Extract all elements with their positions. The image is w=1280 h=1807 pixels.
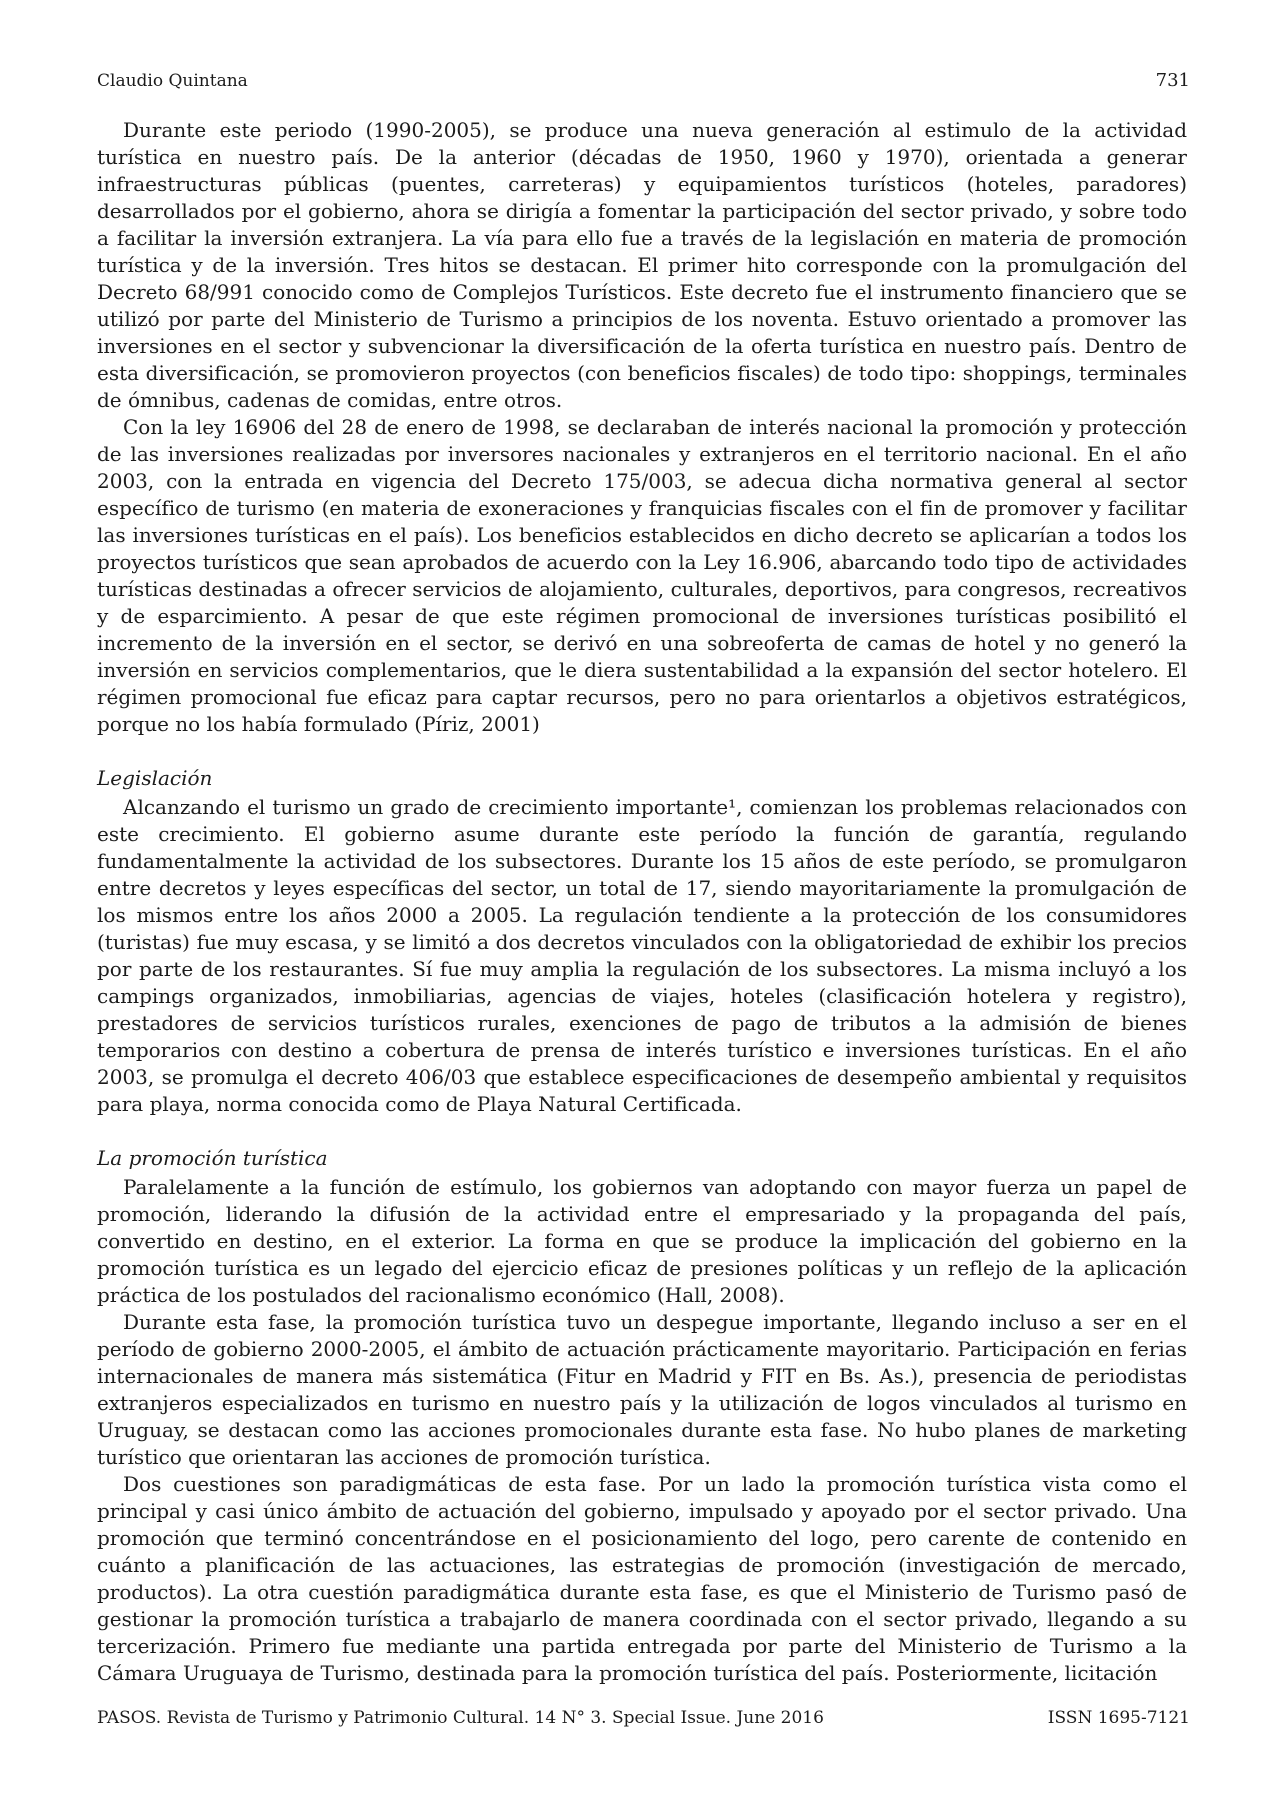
journal-citation: PASOS. Revista de Turismo y Patrimonio Cultural. 14 N° 3. Special Issue. June 2016 <box>97 1708 824 1728</box>
paragraph-legislacion: Alcanzando el turismo un grado de crecimiento importante¹, comienzan los problemas relacionados con este crecimiento. El gobierno asume durante este período la función de garantía, regulando fundamentalmente la actividad de los subsectores. Durante los 15 años de este período, se promulgaron entre decretos y leyes específicas del sector, un total de 17, siendo mayoritariamente la promulgación de los mismos entre los años 2000 a 2005. La regulación tendiente a la protección de los consumidores (turistas) fue muy escasa, y se limitó a dos decretos vinculados con la obligatoriedad de exhibir los precios por parte de los restaurantes. Sí fue muy amplia la regulación de los subsectores. La misma incluyó a los campings organizados, inmobiliarias, agencias de viajes, hoteles (clasificación hotelera y registro), prestadores de servicios turísticos rurales, exenciones de pago de tributos a la admisión de bienes temporarios con destino a cobertura de prensa de interés turístico e inversiones turísticas. En el año 2003, se promulga el decreto 406/03 que establece especificaciones de desempeño ambiental y requisitos para playa, norma conocida como de Playa Natural Certificada. <box>97 795 1187 1116</box>
section-heading-promocion-turistica: La promoción turística <box>97 1146 328 1170</box>
paragraph-ley-16906: Con la ley 16906 del 28 de enero de 1998, se declaraban de interés nacional la promoción y protección de las inversiones realizadas por inversores nacionales y extranjeros en el territorio nacional. En el año 2003, con la entrada en vigencia del Decreto 175/003, se adecua dicha normativa general al sector específico de turismo (en materia de exoneraciones y franquicias fiscales con el fin de promover y facilitar las inversiones turísticas en el país). Los beneficios establecidos en dicho decreto se aplicarían a todos los proyectos turísticos que sean aprobados de acuerdo con la Ley 16.906, abarcando todo tipo de actividades turísticas destinadas a ofrecer servicios de alojamiento, culturales, deportivos, para congresos, recreativos y de esparcimiento. A pesar de que este régimen promocional de inversiones turísticas posibilitó el incremento de la inversión en el sector, se derivó en una sobreoferta de camas de hotel y no generó la inversión en servicios complementarios, que le diera sustentabilidad a la expansión del sector hotelero. El régimen promocional fue eficaz para captar recursos, pero no para orientarlos a objetivos estratégicos, porque no los había formulado (Píriz, 2001) <box>97 415 1187 736</box>
article-body <box>97 117 1187 1687</box>
paragraph-promocion-despegue: Durante esta fase, la promoción turística tuvo un despegue importante, llegando incluso a ser en el período de gobierno 2000-2005, el ámbito de actuación prácticamente mayoritario. Participación en ferias internacionales de manera más sistemática (Fitur en Madrid y FIT en Bs. As.), presencia de periodistas extranjeros especializados en turismo en nuestro país y la utilización de logos vinculados al turismo en Uruguay, se destacan como las acciones promocionales durante esta fase. No hubo planes de marketing turístico que orientaran las acciones de promoción turística. <box>97 1310 1187 1469</box>
section-heading-legislacion: Legislación <box>97 766 213 790</box>
running-footer <box>97 1707 1190 1729</box>
page-number: 731 <box>1155 70 1190 91</box>
paragraph-dos-cuestiones: Dos cuestiones son paradigmáticas de esta fase. Por un lado la promoción turística vista como el principal y casi único ámbito de actuación del gobierno, impulsado y apoyado por el sector privado. Una promoción que terminó concentrándose en el posicionamiento del logo, pero carente de contenido en cuánto a planificación de las actuaciones, las estrategias de promoción (investigación de mercado, productos). La otra cuestión paradigmática durante esta fase, es que el Ministerio de Turismo pasó de gestionar la promoción turística a trabajarlo de manera coordinada con el sector privado, llegando a su tercerización. Primero fue mediante una partida entregada por parte del Ministerio de Turismo a la Cámara Uruguaya de Turismo, destinada para la promoción turística del país. Posteriormente, licitación <box>97 1472 1187 1685</box>
running-header <box>97 70 1190 92</box>
paragraph-investment-period: Durante este periodo (1990-2005), se produce una nueva generación al estimulo de la actividad turística en nuestro país. De la anterior (décadas de 1950, 1960 y 1970), orientada a generar infraestructuras públicas (puentes, carreteras) y equipamientos turísticos (hoteles, paradores) desarrollados por el gobierno, ahora se dirigía a fomentar la participación del sector privado, y sobre todo a facilitar la inversión extranjera. La vía para ello fue a través de la legislación en materia de promoción turística y de la inversión. Tres hitos se destacan. El primer hito corresponde con la promulgación del Decreto 68/991 conocido como de Complejos Turísticos. Este decreto fue el instrumento financiero que se utilizó por parte del Ministerio de Turismo a principios de los noventa. Estuvo orientado a promover las inversiones en el sector y subvencionar la diversificación de la oferta turística en nuestro país. Dentro de esta diversificación, se promovieron proyectos (con beneficios fiscales) de todo tipo: shoppings, terminales de ómnibus, cadenas de comidas, entre otros. <box>97 118 1187 412</box>
issn: ISSN 1695-7121 <box>1047 1708 1190 1728</box>
paragraph-promocion-funcion-estimulo: Paralelamente a la función de estímulo, los gobiernos van adoptando con mayor fuerza un papel de promoción, liderando la difusión de la actividad entre el empresariado y la propaganda del país, convertido en destino, en el exterior. La forma en que se produce la implicación del gobierno en la promoción turística es un legado del ejercicio eficaz de presiones políticas y un reflejo de la aplicación práctica de los postulados del racionalismo económico (Hall, 2008). <box>97 1175 1187 1307</box>
running-header-author: Claudio Quintana <box>97 71 248 91</box>
